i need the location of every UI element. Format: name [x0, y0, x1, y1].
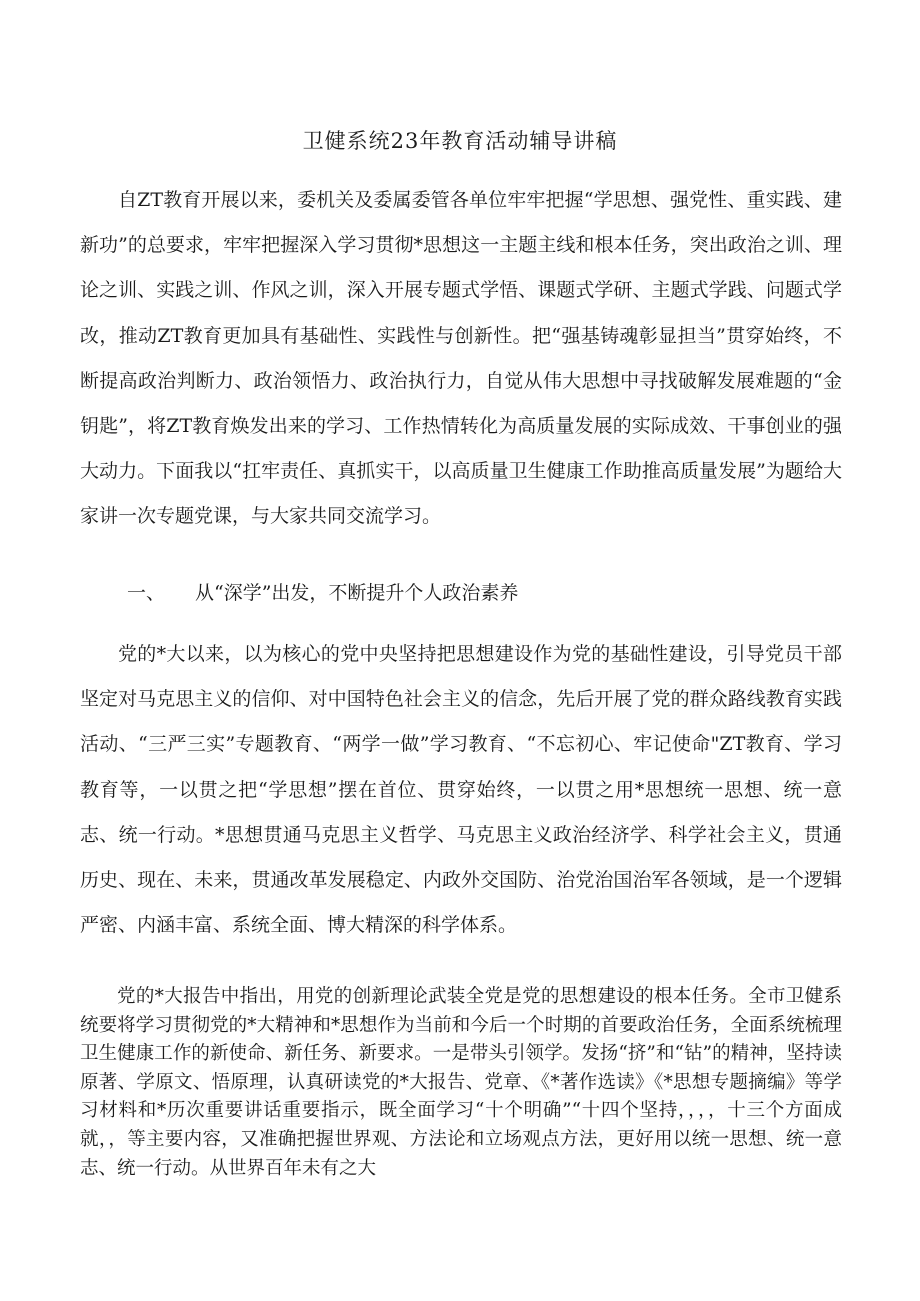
paragraph-intro: 自ZT教育开展以来，委机关及委属委管各单位牢牢把握“学思想、强党性、重实践、建新功”的总要求，牢牢把握深入学习贯彻*思想这一主题主线和根本任务，突出政治之训、理论之训、实践之训、作风之训，深入开展专题式学悟、课题式学研、主题式学践、问题式学改，推动ZT教育更加具有基础性、实践性与创新性。把“强基铸魂彰显担当”贯穿始终，不断提高政治判断力、政治领悟力、政治执行力，自觉从伟大思想中寻找破解发展难题的“金钥匙”，将ZT教育焕发出来的学习、工作热情转化为高质量发展的实际成效、干事创业的强大动力。下面我以“扛牢责任、真抓实干，以高质量卫生健康工作助推高质量发展”为题给大家讲一次专题党课，与大家共同交流学习。: [80, 189, 842, 528]
section-number: 一、: [127, 582, 166, 604]
document-title: 卫健系统23年教育活动辅导讲稿: [302, 129, 618, 153]
section-heading-text: 从“深学”出发，不断提升个人政治素养: [195, 582, 519, 604]
paragraph-body-1: 党的*大以来，以为核心的党中央坚持把思想建设作为党的基础性建设，引导党员干部坚定对马克思主义的信仰、对中国特色社会主义的信念，先后开展了党的群众路线教育实践活动、“三严三实”专题教育、“两学一做”学习教育、“不忘初心、牢记使命"ZT教育、学习教育等，一以贯之把“学思想”摆在首位、贯穿始终，一以贯之用*思想统一思想、统一意志、统一行动。*思想贯通马克思主义哲学、马克思主义政治经济学、科学社会主义，贯通历史、现在、未来，贯通改革发展稳定、内政外交国防、治党治国治军各领域，是一个逻辑严密、内涵丰富、系统全面、博大精深的科学体系。: [80, 643, 842, 937]
paragraph-body-2: 党的*大报告中指出，用党的创新理论武装全党是党的思想建设的根本任务。全市卫健系统要将学习贯彻党的*大精神和*思想作为当前和今后一个时期的首要政治任务，全面系统梳理卫生健康工作的新使命、新任务、新要求。一是带头引领学。发扬“挤”和“钻”的精神，坚持读原著、学原文、悟原理，认真研读党的*大报告、党章、《*著作选读》《*思想专题摘编》等学习材料和*历次重要讲话重要指示，既全面学习“十个明确”“十四个坚持，，，，十三个方面成就，，等主要内容，又准确把握世界观、方法论和立场观点方法，更好用以统一思想、统一意志、统一行动。从世界百年未有之大: [80, 986, 842, 1179]
section-heading-1: [127, 576, 518, 610]
